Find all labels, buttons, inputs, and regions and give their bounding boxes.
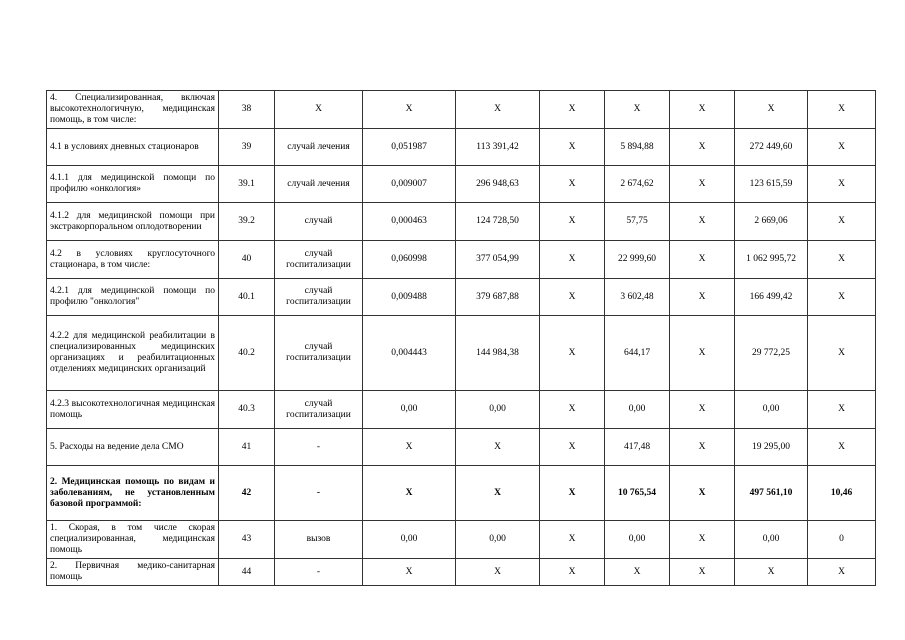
col7-cell: Х (670, 429, 735, 466)
tariff-table (46, 90, 876, 586)
col5-cell: Х (540, 391, 605, 429)
col3-cell: 0,000463 (363, 203, 456, 241)
unit-cell: случай (275, 203, 363, 241)
unit-cell: - (275, 466, 363, 521)
col9-cell: Х (808, 203, 876, 241)
row-name-cell: 4. Специализированная, включая высокотехнологичную, медицинская помощь, в том числе: (47, 91, 219, 129)
col4-cell: Х (456, 466, 540, 521)
col8-cell: 0,00 (735, 521, 808, 559)
col8-cell: Х (735, 559, 808, 586)
col9-cell: Х (808, 241, 876, 279)
col7-cell: Х (670, 466, 735, 521)
table-row (47, 559, 876, 586)
col6-cell: 2 674,62 (605, 166, 670, 203)
row-number-cell: 39 (219, 129, 275, 166)
col3-cell: 0,009007 (363, 166, 456, 203)
col8-cell: 19 295,00 (735, 429, 808, 466)
row-name-cell: 2. Первичная медико-санитарная помощь (47, 559, 219, 586)
col5-cell: Х (540, 521, 605, 559)
row-name-cell: 4.1.2 для медицинской помощи при экстракорпоральном оплодотворении (47, 203, 219, 241)
col4-cell: 113 391,42 (456, 129, 540, 166)
row-name-cell: 4.2.2 для медицинской реабилитации в специализированных медицинских организациях и реабилитационных отделениях медицинских организаций (47, 316, 219, 391)
col8-cell: 123 615,59 (735, 166, 808, 203)
col7-cell: Х (670, 203, 735, 241)
row-number-cell: 40.3 (219, 391, 275, 429)
table-row (47, 203, 876, 241)
col4-cell: Х (456, 559, 540, 586)
col4-cell: Х (456, 429, 540, 466)
col3-cell: 0,00 (363, 391, 456, 429)
table-row (47, 429, 876, 466)
col6-cell: Х (605, 559, 670, 586)
col5-cell: Х (540, 429, 605, 466)
unit-cell: случай госпитализации (275, 391, 363, 429)
col3-cell: Х (363, 91, 456, 129)
col8-cell: 272 449,60 (735, 129, 808, 166)
col7-cell: Х (670, 241, 735, 279)
col9-cell: Х (808, 279, 876, 316)
col7-cell: Х (670, 279, 735, 316)
col5-cell: Х (540, 166, 605, 203)
unit-cell: случай лечения (275, 166, 363, 203)
unit-cell: - (275, 559, 363, 586)
col4-cell: 296 948,63 (456, 166, 540, 203)
col4-cell: 144 984,38 (456, 316, 540, 391)
col8-cell: 166 499,42 (735, 279, 808, 316)
col8-cell: 497 561,10 (735, 466, 808, 521)
col4-cell: 0,00 (456, 391, 540, 429)
col5-cell: Х (540, 241, 605, 279)
col7-cell: Х (670, 166, 735, 203)
col4-cell: 377 054,99 (456, 241, 540, 279)
col6-cell: 57,75 (605, 203, 670, 241)
row-number-cell: 38 (219, 91, 275, 129)
col4-cell: Х (456, 91, 540, 129)
col5-cell: Х (540, 559, 605, 586)
col3-cell: 0,00 (363, 521, 456, 559)
col7-cell: Х (670, 559, 735, 586)
col4-cell: 0,00 (456, 521, 540, 559)
col6-cell: 3 602,48 (605, 279, 670, 316)
col9-cell: Х (808, 316, 876, 391)
row-name-cell: 4.2.3 высокотехнологичная медицинская помощь (47, 391, 219, 429)
row-name-cell: 4.2.1 для медицинской помощи по профилю "онкология" (47, 279, 219, 316)
col5-cell: Х (540, 466, 605, 521)
row-name-cell: 1. Скорая, в том числе скорая специализированная, медицинская помощь (47, 521, 219, 559)
table-row (47, 166, 876, 203)
row-number-cell: 39.1 (219, 166, 275, 203)
table-body (47, 91, 876, 586)
col9-cell: Х (808, 166, 876, 203)
col3-cell: 0,004443 (363, 316, 456, 391)
col3-cell: Х (363, 429, 456, 466)
col7-cell: Х (670, 521, 735, 559)
table-row (47, 316, 876, 391)
col8-cell: 2 669,06 (735, 203, 808, 241)
table-row (47, 466, 876, 521)
col6-cell: 644,17 (605, 316, 670, 391)
unit-cell: - (275, 429, 363, 466)
col8-cell: 1 062 995,72 (735, 241, 808, 279)
unit-cell: случай лечения (275, 129, 363, 166)
unit-cell: случай госпитализации (275, 316, 363, 391)
unit-cell: Х (275, 91, 363, 129)
col6-cell: Х (605, 91, 670, 129)
row-number-cell: 40.1 (219, 279, 275, 316)
col4-cell: 124 728,50 (456, 203, 540, 241)
col6-cell: 0,00 (605, 391, 670, 429)
unit-cell: случай госпитализации (275, 241, 363, 279)
table-row (47, 279, 876, 316)
col5-cell: Х (540, 129, 605, 166)
row-name-cell: 4.1 в условиях дневных стационаров (47, 129, 219, 166)
col5-cell: Х (540, 91, 605, 129)
row-name-cell: 5. Расходы на ведение дела СМО (47, 429, 219, 466)
row-number-cell: 44 (219, 559, 275, 586)
col5-cell: Х (540, 203, 605, 241)
col8-cell: 0,00 (735, 391, 808, 429)
row-name-cell: 4.1.1 для медицинской помощи по профилю «онкология» (47, 166, 219, 203)
col9-cell: Х (808, 129, 876, 166)
row-number-cell: 40 (219, 241, 275, 279)
col8-cell: 29 772,25 (735, 316, 808, 391)
table-row (47, 241, 876, 279)
row-number-cell: 41 (219, 429, 275, 466)
table-row (47, 521, 876, 559)
col9-cell: Х (808, 391, 876, 429)
col9-cell: 0 (808, 521, 876, 559)
col7-cell: Х (670, 129, 735, 166)
row-name-cell: 4.2 в условиях круглосуточного стационара, в том числе: (47, 241, 219, 279)
col5-cell: Х (540, 279, 605, 316)
row-number-cell: 39.2 (219, 203, 275, 241)
row-number-cell: 43 (219, 521, 275, 559)
col9-cell: 10,46 (808, 466, 876, 521)
col9-cell: Х (808, 91, 876, 129)
row-number-cell: 42 (219, 466, 275, 521)
table-row (47, 129, 876, 166)
col7-cell: Х (670, 91, 735, 129)
col7-cell: Х (670, 391, 735, 429)
col5-cell: Х (540, 316, 605, 391)
col3-cell: Х (363, 559, 456, 586)
row-number-cell: 40.2 (219, 316, 275, 391)
col9-cell: Х (808, 429, 876, 466)
col6-cell: 417,48 (605, 429, 670, 466)
col9-cell: Х (808, 559, 876, 586)
col3-cell: 0,051987 (363, 129, 456, 166)
col6-cell: 10 765,54 (605, 466, 670, 521)
col4-cell: 379 687,88 (456, 279, 540, 316)
row-name-cell: 2. Медицинская помощь по видам и заболеваниям, не установленным базовой программой: (47, 466, 219, 521)
col3-cell: 0,060998 (363, 241, 456, 279)
col3-cell: Х (363, 466, 456, 521)
unit-cell: вызов (275, 521, 363, 559)
table-row (47, 91, 876, 129)
col6-cell: 0,00 (605, 521, 670, 559)
table-row (47, 391, 876, 429)
col7-cell: Х (670, 316, 735, 391)
unit-cell: случай госпитализации (275, 279, 363, 316)
col3-cell: 0,009488 (363, 279, 456, 316)
col6-cell: 5 894,88 (605, 129, 670, 166)
col6-cell: 22 999,60 (605, 241, 670, 279)
col8-cell: Х (735, 91, 808, 129)
